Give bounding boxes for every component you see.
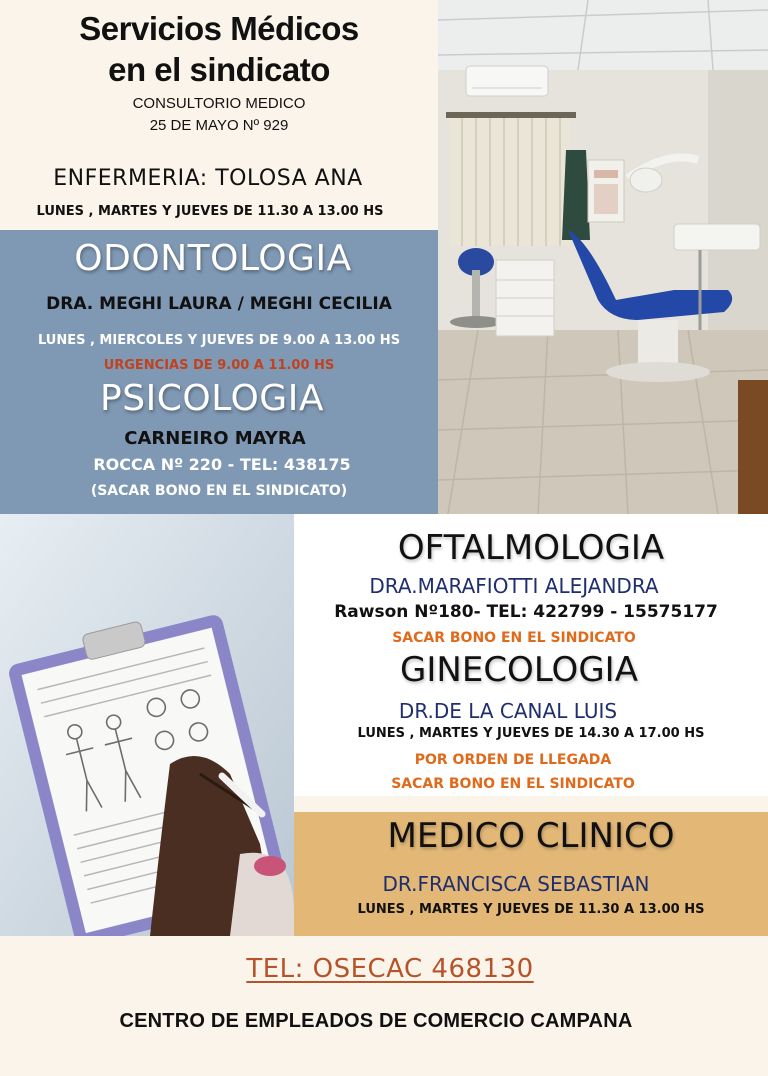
footer-section [0,936,768,1076]
oftalmologia-note: SACAR BONO EN EL SINDICATO [392,630,636,646]
ginecologia-doctor: DR.DE LA CANAL LUIS [398,699,618,723]
psicologia-address: ROCCA Nº 220 - TEL: 438175 [93,455,351,474]
medico-clinico-section [294,812,768,936]
union-name: CENTRO DE EMPLEADOS DE COMERCIO CAMPANA [119,1010,633,1032]
odontologia-hours: LUNES , MIERCOLES Y JUEVES DE 9.00 A 13.00 HS [37,333,401,348]
ginecologia-hours: LUNES , MARTES Y JUEVES DE 14.30 A 17.00 HS [357,726,705,741]
dental-office-photo [438,0,768,514]
page-title-line2: en el sindicato [108,51,330,88]
clinico-heading: MEDICO CLINICO [387,816,675,856]
clinico-doctor: DR.FRANCISCA SEBASTIAN [382,872,650,896]
oftalmologia-heading: OFTALMOLOGIA [397,528,665,568]
ginecologia-note-orden: POR ORDEN DE LLEGADA [414,752,612,768]
clipboard-photo [0,514,294,936]
nursing-hours: LUNES , MARTES Y JUEVES DE 11.30 A 13.00 HS [36,204,384,219]
oftalmologia-address: Rawson Nº180- TEL: 422799 - 15575177 [334,602,718,622]
psicologia-doctor: CARNEIRO MAYRA [124,428,306,449]
oftalmologia-doctor: DRA.MARAFIOTTI ALEJANDRA [369,574,659,598]
clinico-hours: LUNES , MARTES Y JUEVES DE 11.30 A 13.00 HS [357,902,705,917]
odontologia-doctors: DRA. MEGHI LAURA / MEGHI CECILIA [46,294,392,314]
osecac-phone-link[interactable]: TEL: OSECAC 468130 [246,954,534,984]
ginecologia-note-bono: SACAR BONO EN EL SINDICATO [391,776,635,792]
psicologia-heading: PSICOLOGIA [100,378,324,419]
office-address: 25 DE MAYO Nº 929 [149,117,289,134]
odontologia-urgencias: URGENCIAS DE 9.00 A 11.00 HS [103,358,335,373]
odontologia-psicologia-section [0,230,438,514]
ginecologia-heading: GINECOLOGIA [400,650,638,690]
header-section [0,0,438,230]
odontologia-heading: ODONTOLOGIA [74,238,352,279]
nursing-label: ENFERMERIA: TOLOSA ANA [53,166,363,191]
oftalmologia-ginecologia-section [294,514,768,796]
psicologia-note: (SACAR BONO EN EL SINDICATO) [90,483,348,499]
office-label: CONSULTORIO MEDICO [132,95,306,112]
page-title-line1: Servicios Médicos [79,10,359,47]
